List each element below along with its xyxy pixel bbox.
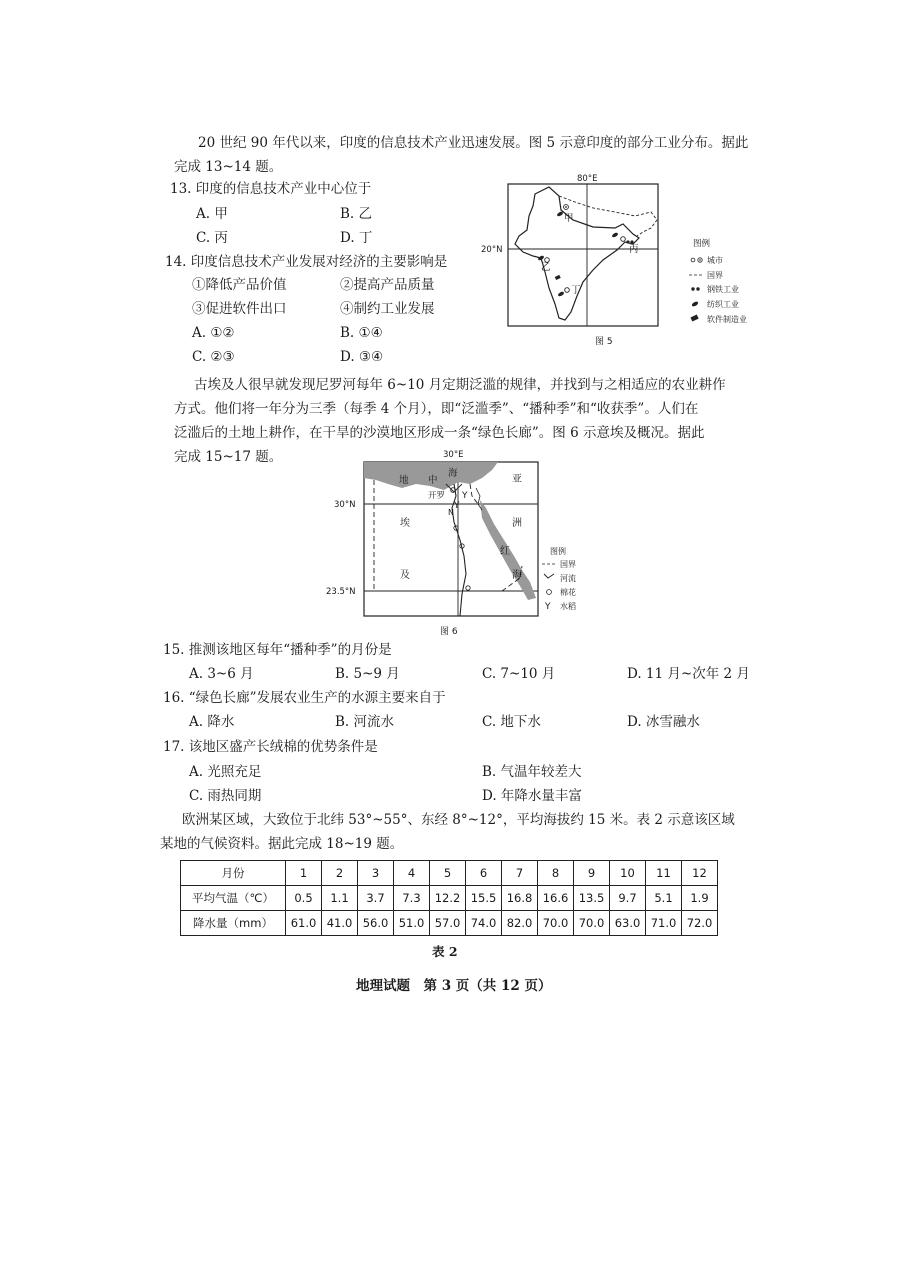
fig6-river-label-icon: N bbox=[448, 508, 454, 517]
month-cell: 5 bbox=[430, 861, 466, 886]
fig6-label-asia-1: 亚 bbox=[512, 474, 522, 485]
fig6-label-sea-2: 中 bbox=[428, 475, 438, 486]
table-row-months bbox=[181, 861, 718, 886]
fig6-lat-23-label: 23.5°N bbox=[326, 587, 356, 597]
figure-6-egypt-map bbox=[322, 448, 592, 640]
fig6-legend-river-icon bbox=[544, 574, 554, 578]
fig6-rice-icon: Y bbox=[454, 501, 460, 511]
fig6-city-label: 开罗 bbox=[428, 491, 446, 501]
month-cell: 6 bbox=[466, 861, 502, 886]
fig6-legend-border: 国界 bbox=[560, 560, 576, 569]
q13-option-d[interactable]: D. 丁 bbox=[340, 230, 373, 246]
table-2-climate bbox=[180, 860, 718, 936]
fig6-cotton-icon bbox=[466, 586, 470, 590]
table-row-precipitation bbox=[181, 911, 718, 936]
fig6-legend-title: 图例 bbox=[550, 547, 566, 556]
q16-option-d[interactable]: D. 冰雪融水 bbox=[627, 714, 700, 730]
temp-cell: 7.3 bbox=[394, 886, 430, 911]
q17-option-a[interactable]: A. 光照充足 bbox=[189, 764, 262, 780]
q14-statement-4: ④制约工业发展 bbox=[340, 301, 435, 317]
intro2-line3: 泛滥后的土地上耕作，在干旱的沙漠地区形成一条“绿色长廊”。图 6 示意埃及概况。据此 bbox=[174, 425, 705, 441]
precip-cell: 71.0 bbox=[646, 911, 682, 936]
month-cell: 7 bbox=[502, 861, 538, 886]
fig5-label-ding: 丁 bbox=[571, 285, 581, 296]
q13-stem: 13. 印度的信息技术产业中心位于 bbox=[170, 181, 372, 197]
q14-stem: 14. 印度信息技术产业发展对经济的主要影响是 bbox=[165, 254, 448, 270]
fig6-legend-cotton-icon bbox=[547, 590, 552, 595]
temp-cell: 15.5 bbox=[466, 886, 502, 911]
fig6-longitude-label: 30°E bbox=[443, 450, 464, 460]
fig5-software-icon bbox=[555, 275, 561, 280]
fig5-caption: 图 5 bbox=[595, 337, 613, 347]
q14-option-c[interactable]: C. ②③ bbox=[192, 349, 235, 365]
intro1-line2: 完成 13~14 题。 bbox=[174, 159, 283, 175]
q17-option-c[interactable]: C. 雨热同期 bbox=[189, 788, 262, 804]
fig5-legend-software: 软件制造业 bbox=[707, 315, 747, 324]
month-cell: 11 bbox=[646, 861, 682, 886]
q14-option-b[interactable]: B. ①④ bbox=[340, 325, 383, 341]
row-label-month: 月份 bbox=[181, 861, 286, 886]
table-2-caption: 表 2 bbox=[432, 944, 458, 959]
q17-stem: 17. 该地区盛产长绒棉的优势条件是 bbox=[163, 739, 378, 755]
fig5-city-jia bbox=[556, 205, 573, 224]
q13-option-c[interactable]: C. 丙 bbox=[196, 230, 228, 246]
intro2-line1: 古埃及人很早就发现尼罗河每年 6~10 月定期泛滥的规律，并找到与之相适应的农业耕作 bbox=[194, 377, 726, 393]
precip-cell: 51.0 bbox=[394, 911, 430, 936]
q16-option-b[interactable]: B. 河流水 bbox=[335, 714, 395, 730]
fig5-legend-steel: 钢铁工业 bbox=[707, 285, 739, 294]
precip-cell: 82.0 bbox=[502, 911, 538, 936]
fig6-label-asia-2: 洲 bbox=[512, 518, 522, 529]
fig5-legend-title: 图例 bbox=[693, 239, 711, 249]
row-label-temperature: 平均气温（℃） bbox=[181, 886, 286, 911]
table-row-temperature bbox=[181, 886, 718, 911]
fig5-city-yi bbox=[537, 255, 550, 273]
q15-option-d[interactable]: D. 11 月~次年 2 月 bbox=[627, 666, 750, 682]
temp-cell: 12.2 bbox=[430, 886, 466, 911]
fig5-legend-border: 国界 bbox=[707, 271, 723, 280]
precip-cell: 41.0 bbox=[322, 911, 358, 936]
q17-option-d[interactable]: D. 年降水量丰富 bbox=[482, 788, 582, 804]
q15-option-c[interactable]: C. 7~10 月 bbox=[482, 666, 556, 682]
intro3-line2: 某地的气候资料。据此完成 18~19 题。 bbox=[160, 836, 404, 852]
q16-stem: 16. “绿色长廊”发展农业生产的水源主要来自于 bbox=[163, 690, 446, 706]
fig6-legend bbox=[542, 546, 576, 612]
row-label-precipitation: 降水量（mm） bbox=[181, 911, 286, 936]
intro1-line1: 20 世纪 90 年代以来，印度的信息技术产业迅速发展。图 5 示意印度的部分工业分布。据此 bbox=[198, 135, 749, 151]
fig5-longitude-label: 80°E bbox=[577, 174, 598, 184]
precip-cell: 56.0 bbox=[358, 911, 394, 936]
fig5-textile-icon bbox=[557, 291, 564, 297]
fig5-city-ding bbox=[555, 275, 581, 297]
fig6-legend-cotton: 棉花 bbox=[560, 588, 576, 597]
fig5-legend-city-icon bbox=[691, 258, 695, 262]
temp-cell: 0.5 bbox=[286, 886, 322, 911]
fig5-latitude-label: 20°N bbox=[481, 245, 503, 255]
temp-cell: 13.5 bbox=[574, 886, 610, 911]
intro2-line4: 完成 15~17 题。 bbox=[174, 449, 283, 465]
month-cell: 2 bbox=[322, 861, 358, 886]
fig6-label-red-1: 红 bbox=[500, 546, 510, 557]
q14-statement-1: ①降低产品价值 bbox=[192, 277, 287, 293]
fig5-border-line bbox=[559, 196, 657, 236]
temp-cell: 9.7 bbox=[610, 886, 646, 911]
precip-cell: 57.0 bbox=[430, 911, 466, 936]
fig6-legend-rice: 水稻 bbox=[560, 602, 576, 611]
fig6-border-sinai bbox=[470, 484, 478, 504]
month-cell: 9 bbox=[574, 861, 610, 886]
month-cell: 3 bbox=[358, 861, 394, 886]
fig6-lat-30-label: 30°N bbox=[334, 500, 356, 510]
fig5-textile-icon bbox=[537, 255, 544, 261]
q14-statement-2: ②提高产品质量 bbox=[340, 277, 435, 293]
fig5-legend-textile-icon bbox=[691, 301, 699, 308]
fig6-label-sea-3: 海 bbox=[448, 468, 458, 479]
temp-cell: 3.7 bbox=[358, 886, 394, 911]
q13-option-a[interactable]: A. 甲 bbox=[196, 206, 228, 222]
fig6-legend-river: 河流 bbox=[560, 574, 576, 583]
temp-cell: 16.6 bbox=[538, 886, 574, 911]
temp-cell: 1.1 bbox=[322, 886, 358, 911]
fig5-textile-icon bbox=[611, 232, 618, 238]
month-cell: 10 bbox=[610, 861, 646, 886]
precip-cell: 61.0 bbox=[286, 911, 322, 936]
page-footer: 地理试题 第 3 页（共 12 页） bbox=[356, 978, 552, 994]
fig6-label-egypt-1: 埃 bbox=[400, 518, 410, 529]
fig6-caption: 图 6 bbox=[440, 627, 458, 637]
precip-cell: 70.0 bbox=[538, 911, 574, 936]
temp-cell: 16.8 bbox=[502, 886, 538, 911]
q15-stem: 15. 推测该地区每年“播种季”的月份是 bbox=[163, 642, 392, 658]
month-cell: 8 bbox=[538, 861, 574, 886]
fig6-label-red-2: 海 bbox=[512, 570, 522, 581]
precip-cell: 72.0 bbox=[682, 911, 718, 936]
fig6-label-egypt-2: 及 bbox=[400, 570, 410, 581]
precip-cell: 74.0 bbox=[466, 911, 502, 936]
precip-cell: 63.0 bbox=[610, 911, 646, 936]
intro2-line2: 方式。他们将一年分为三季（每季 4 个月），即“泛滥季”、“播种季”和“收获季”。人们在 bbox=[174, 401, 699, 417]
q17-option-b[interactable]: B. 气温年较差大 bbox=[482, 764, 582, 780]
q16-option-a[interactable]: A. 降水 bbox=[189, 714, 235, 730]
q14-option-a[interactable]: A. ①② bbox=[192, 325, 235, 341]
q15-option-b[interactable]: B. 5~9 月 bbox=[335, 666, 400, 682]
q13-option-b[interactable]: B. 乙 bbox=[340, 206, 373, 222]
fig6-rice-icon: Y bbox=[462, 491, 468, 501]
fig5-label-bing: 丙 bbox=[629, 244, 639, 255]
fig5-legend-textile: 纺织工业 bbox=[707, 300, 739, 309]
fig6-cotton-markers bbox=[454, 526, 470, 590]
q14-option-d[interactable]: D. ③④ bbox=[340, 349, 384, 365]
fig5-legend-city: 城市 bbox=[707, 256, 723, 265]
precip-cell: 70.0 bbox=[574, 911, 610, 936]
fig5-legend bbox=[689, 238, 747, 324]
temp-cell: 5.1 bbox=[646, 886, 682, 911]
intro3-line1: 欧洲某区域，大致位于北纬 53°~55°、东经 8°~12°，平均海拔约 15 米。表 2 示意该区域 bbox=[182, 812, 735, 828]
q16-option-c[interactable]: C. 地下水 bbox=[482, 714, 541, 730]
temp-cell: 1.9 bbox=[682, 886, 718, 911]
fig5-legend-steel-icon bbox=[691, 287, 694, 290]
q14-statement-3: ③促进软件出口 bbox=[192, 301, 287, 317]
month-cell: 1 bbox=[286, 861, 322, 886]
fig5-label-yi: 乙 bbox=[541, 262, 551, 273]
fig6-legend-rice-icon: Y bbox=[545, 602, 551, 612]
month-cell: 4 bbox=[394, 861, 430, 886]
fig5-india-coastline bbox=[515, 187, 639, 320]
q15-option-a[interactable]: A. 3~6 月 bbox=[189, 666, 254, 682]
month-cell: 12 bbox=[682, 861, 718, 886]
fig5-label-jia: 甲 bbox=[564, 213, 574, 224]
fig5-legend-software-icon bbox=[690, 314, 698, 321]
figure-5-india-map bbox=[475, 172, 765, 352]
fig6-label-sea-1: 地 bbox=[399, 475, 409, 486]
